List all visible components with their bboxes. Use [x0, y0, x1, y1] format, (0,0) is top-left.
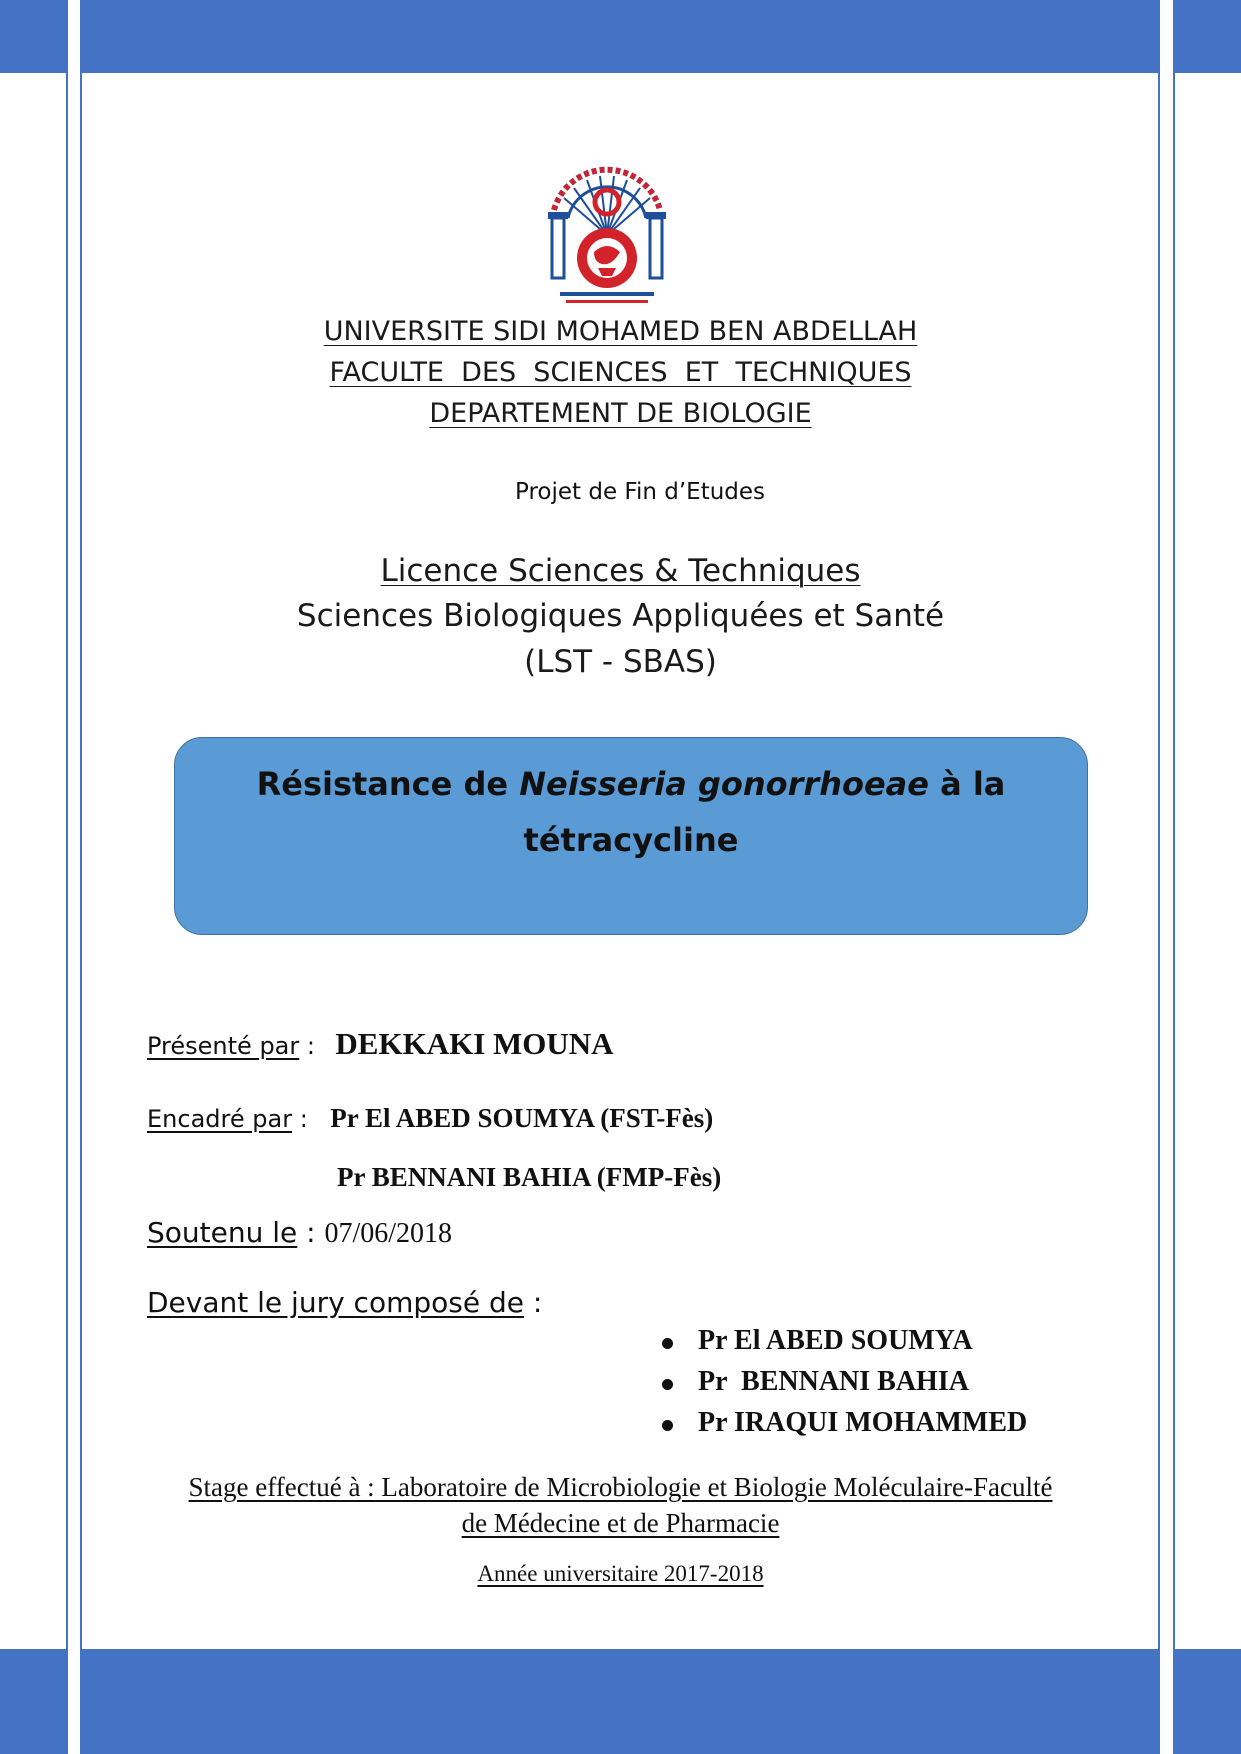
supervisor-2: Pr BENNANI BAHIA (FMP-Fès) — [337, 1162, 722, 1192]
jury-label-row — [147, 1286, 542, 1319]
top-band-center — [81, 0, 1159, 73]
academic-year: Année universitaire 2017-2018 — [477, 1561, 764, 1586]
supervised-by-label: Encadré par : — [147, 1105, 308, 1133]
jury-member: Pr IRAQUI MOHAMMED — [660, 1407, 1027, 1448]
thesis-title-box — [174, 737, 1088, 935]
top-band-left — [0, 0, 67, 73]
internship-line-1: Stage effectué à : Laboratoire de Microbiologie et Biologie Moléculaire-Faculté — [188, 1472, 1053, 1502]
jury-list — [660, 1325, 1027, 1448]
supervisor-1: Pr El ABED SOUMYA (FST-Fès) — [330, 1103, 714, 1133]
author-name: DEKKAKI MOUNA — [335, 1026, 614, 1061]
faculty-name: FACULTE DES SCIENCES ET TECHNIQUES — [329, 357, 912, 388]
program-title: Licence Sciences & Techniques — [380, 553, 861, 589]
university-name: UNIVERSITE SIDI MOHAMED BEN ABDELLAH — [323, 316, 918, 347]
jury-member: Pr El ABED SOUMYA — [660, 1325, 1027, 1366]
project-type: Projet de Fin d’Etudes — [515, 479, 766, 505]
program-code: (LST - SBAS) — [524, 644, 717, 680]
jury-member: Pr BENNANI BAHIA — [660, 1366, 1027, 1407]
department-name: DEPARTEMENT DE BIOLOGIE — [429, 398, 812, 429]
program-specialty: Sciences Biologiques Appliquées et Santé — [296, 598, 945, 634]
supervised-by-row — [147, 1103, 713, 1134]
top-band-right — [1174, 0, 1241, 73]
defense-label: Soutenu le — [147, 1216, 298, 1249]
defense-row: Soutenu le : 07/06/2018 — [147, 1216, 453, 1249]
internship-line-2: de Médecine et de Pharmacie — [461, 1508, 780, 1538]
bottom-band-right — [1174, 1649, 1241, 1754]
species-name: Neisseria gonorrhoeae — [519, 765, 929, 803]
defense-date: 07/06/2018 — [324, 1218, 453, 1249]
thesis-title: Résistance de Neisseria gonorrhoeae à la tétracycline — [256, 765, 1006, 859]
jury-label: Devant le jury composé de : — [147, 1286, 543, 1319]
bottom-band-left — [0, 1649, 67, 1754]
university-emblem-icon — [532, 140, 682, 310]
presented-by-label: Présenté par : — [147, 1032, 315, 1060]
bottom-band-center — [81, 1649, 1159, 1754]
presented-by-row — [147, 1026, 614, 1062]
